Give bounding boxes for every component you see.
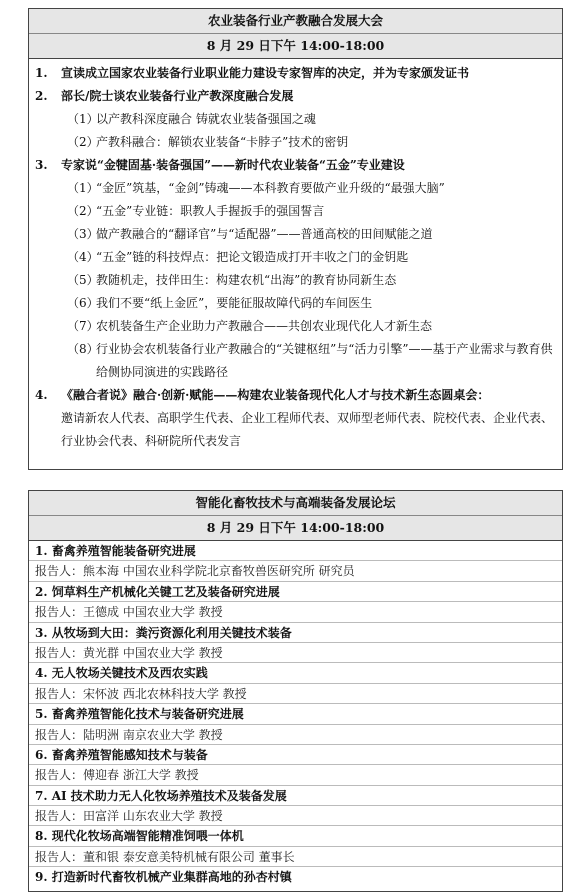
talk-title: 4. 无人牧场关键技术及西农实践 (29, 663, 562, 683)
sub-number: （2） (67, 135, 99, 149)
sub-text: 行业协会农机装备行业产教融合的“关键枢纽”与“活力引擎”——基于产业需求与教育供给侧协同演进的实践路径 (96, 342, 553, 379)
sub-item (35, 269, 562, 292)
sub-text: 我们不要“纸上金匠”，要能征服故障代码的车间医生 (96, 296, 373, 310)
talk-title: 6. 畜禽养殖智能感知技术与装备 (29, 745, 562, 765)
sub-item (35, 338, 562, 384)
talk-title: 9. 打造新时代畜牧机械产业集群高地的孙杏村镇 (35, 870, 292, 885)
talk-title: 3. 从牧场到大田：粪污资源化利用关键技术装备 (29, 623, 562, 643)
sub-item (35, 223, 562, 246)
talk-list (29, 541, 562, 888)
card-title: 农业装备行业产教融合发展大会 (29, 9, 562, 34)
card-header (29, 491, 562, 541)
talk-reporter: 报告人：黄光群 中国农业大学 教授 (29, 643, 562, 663)
sub-text: “金匠”筑基，“金剑”铸魂——本科教育要做产业升级的“最强大脑” (96, 181, 445, 195)
item-number: 3. (35, 158, 48, 172)
talk-reporter: 报告人：宋怀波 西北农林科技大学 教授 (29, 684, 562, 704)
roundtable-detail: 邀请新农人代表、高职学生代表、企业工程师代表、双师型老师代表、院校代表、企业代表、行业协会代表、科研院所代表发言 (61, 411, 554, 448)
sub-text: 做产教融合的“翻译官”与“适配器”——普通高校的田间赋能之道 (96, 227, 433, 241)
sub-text: 产教科融合：解锁农业装备“卡脖子”技术的密钥 (96, 135, 349, 149)
agenda-item (35, 384, 562, 407)
card-header (29, 9, 562, 59)
card-title: 智能化畜牧技术与高端装备发展论坛 (29, 491, 562, 516)
agenda-item (35, 154, 562, 177)
item-text: 宣读成立国家农业装备行业职业能力建设专家智库的决定，并为专家颁发证书 (61, 66, 470, 80)
talk-title: 1. 畜禽养殖智能装备研究进展 (29, 541, 562, 561)
smart-livestock-forum-card (28, 490, 563, 892)
sub-number: （6） (67, 296, 99, 310)
talk-title: 2. 饲草料生产机械化关键工艺及装备研究进展 (29, 582, 562, 602)
talk-reporter: 报告人：熊本海 中国农业科学院北京畜牧兽医研究所 研究员 (29, 561, 562, 581)
sub-text: “五金”专业链：职教人手握扳手的强国誓言 (96, 204, 325, 218)
sub-item (35, 200, 562, 223)
agri-equipment-conference-card (28, 8, 563, 470)
card-time: 8 月 29 日下午 14:00-18:00 (206, 38, 385, 53)
sub-number: （1） (67, 181, 99, 195)
sub-item (35, 292, 562, 315)
item-number: 4. (35, 388, 48, 402)
talk-reporter: 报告人：傅迎春 浙江大学 教授 (29, 765, 562, 785)
sub-text: 以产教科深度融合 铸就农业装备强国之魂 (96, 112, 316, 126)
sub-text: 农机装备生产企业助力产教融合——共创农业现代化人才新生态 (96, 319, 433, 333)
sub-text: 教随机走，技伴田生：构建农机“出海”的教育协同新生态 (96, 273, 397, 287)
talk-reporter: 报告人：王德成 中国农业大学 教授 (29, 602, 562, 622)
sub-item (35, 177, 562, 200)
item-number: 1. (35, 66, 48, 80)
sub-item (35, 131, 562, 154)
item-number: 2. (35, 89, 48, 103)
agenda-list (29, 59, 562, 453)
sub-number: （1） (67, 112, 99, 126)
sub-item (35, 246, 562, 269)
talk-reporter: 报告人：董和银 泰安意美特机械有限公司 董事长 (29, 847, 562, 867)
item-text: 《融合者说》融合·创新·赋能——构建农业装备现代化人才与技术新生态圆桌会： (61, 388, 490, 402)
agenda-item (35, 85, 562, 108)
sub-number: （3） (67, 227, 99, 241)
sub-item (35, 108, 562, 131)
sub-text: “五金”链的科技焊点：把论文锻造成打开丰收之门的金钥匙 (96, 250, 409, 264)
agenda-item (35, 62, 562, 85)
item-text: 专家说“金犍固基·装备强国”——新时代农业装备“五金”专业建设 (61, 158, 405, 172)
item-text: 部长/院士谈农业装备行业产教深度融合发展 (61, 89, 294, 103)
sub-number: （2） (67, 204, 99, 218)
talk-title: 7. AI 技术助力无人化牧场养殖技术及装备发展 (29, 786, 562, 806)
sub-number: （8） (67, 342, 99, 356)
sub-number: （7） (67, 319, 99, 333)
sub-item (35, 315, 562, 338)
talk-reporter: 报告人：田富洋 山东农业大学 教授 (29, 806, 562, 826)
card-time: 8 月 29 日下午 14:00-18:00 (206, 520, 385, 535)
talk-reporter: 报告人：陆明洲 南京农业大学 教授 (29, 725, 562, 745)
talk-title: 5. 畜禽养殖智能化技术与装备研究进展 (29, 704, 562, 724)
talk-title: 8. 现代化牧场高端智能精准饲喂一体机 (29, 826, 562, 846)
sub-number: （4） (67, 250, 99, 264)
sub-number: （5） (67, 273, 99, 287)
